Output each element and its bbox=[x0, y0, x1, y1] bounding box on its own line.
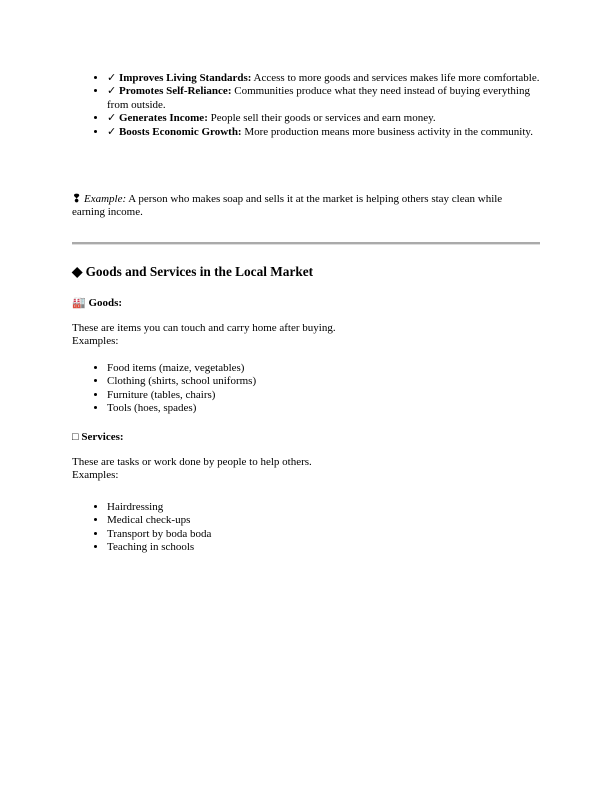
goods-intro: These are items you can touch and carry home after buying. Examples: bbox=[72, 322, 336, 348]
list-item: • Furniture (tables, chairs) bbox=[107, 389, 542, 402]
list-item: • Tools (hoes, spades) bbox=[107, 402, 542, 415]
check-icon: ✓ bbox=[107, 85, 117, 98]
check-icon: ✓ bbox=[107, 72, 117, 84]
list-item: • Food items (maize, vegetables) bbox=[107, 362, 542, 375]
divider bbox=[72, 242, 540, 245]
services-list bbox=[72, 501, 542, 555]
list-item: • ✓ Generates Income: People sell their goods or services and earn money. bbox=[107, 112, 542, 125]
lightbulb-icon: ❢ bbox=[72, 193, 82, 205]
list-item: • ✓ Boosts Economic Growth: More production means more business activity in the community. bbox=[107, 126, 542, 139]
list-item: • ✓ Improves Living Standards: Access to more goods and services makes life more comfortable. bbox=[107, 72, 542, 85]
list-item: • Transport by boda boda bbox=[107, 528, 542, 541]
goods-list bbox=[72, 362, 542, 416]
list-item: • Medical check-ups bbox=[107, 514, 542, 527]
list-item: • Clothing (shirts, school uniforms) bbox=[107, 375, 542, 388]
example-paragraph: ❢ Example: A person who makes soap and sells it at the market is helping others stay clean while earning income. bbox=[72, 193, 503, 219]
list-item: • ✓ Promotes Self-Reliance: Communities produce what they need instead of buying everything from outside. bbox=[107, 85, 542, 112]
section-heading: ◆ Goods and Services in the Local Market bbox=[72, 264, 314, 279]
services-intro: These are tasks or work done by people to help others. Examples: bbox=[72, 456, 312, 482]
benefits-list bbox=[72, 72, 542, 139]
check-icon: ✓ bbox=[107, 125, 117, 138]
services-heading: □ Services: bbox=[72, 431, 124, 443]
list-item: • Teaching in schools bbox=[107, 541, 542, 554]
goods-heading: 🏭 Goods: bbox=[72, 297, 123, 309]
factory-icon: 🏭 bbox=[72, 297, 86, 309]
missing-glyph-icon: □ bbox=[72, 431, 79, 443]
diamond-icon: ◆ bbox=[72, 264, 83, 279]
check-icon: ✓ bbox=[107, 112, 117, 125]
list-item: • Hairdressing bbox=[107, 501, 542, 514]
